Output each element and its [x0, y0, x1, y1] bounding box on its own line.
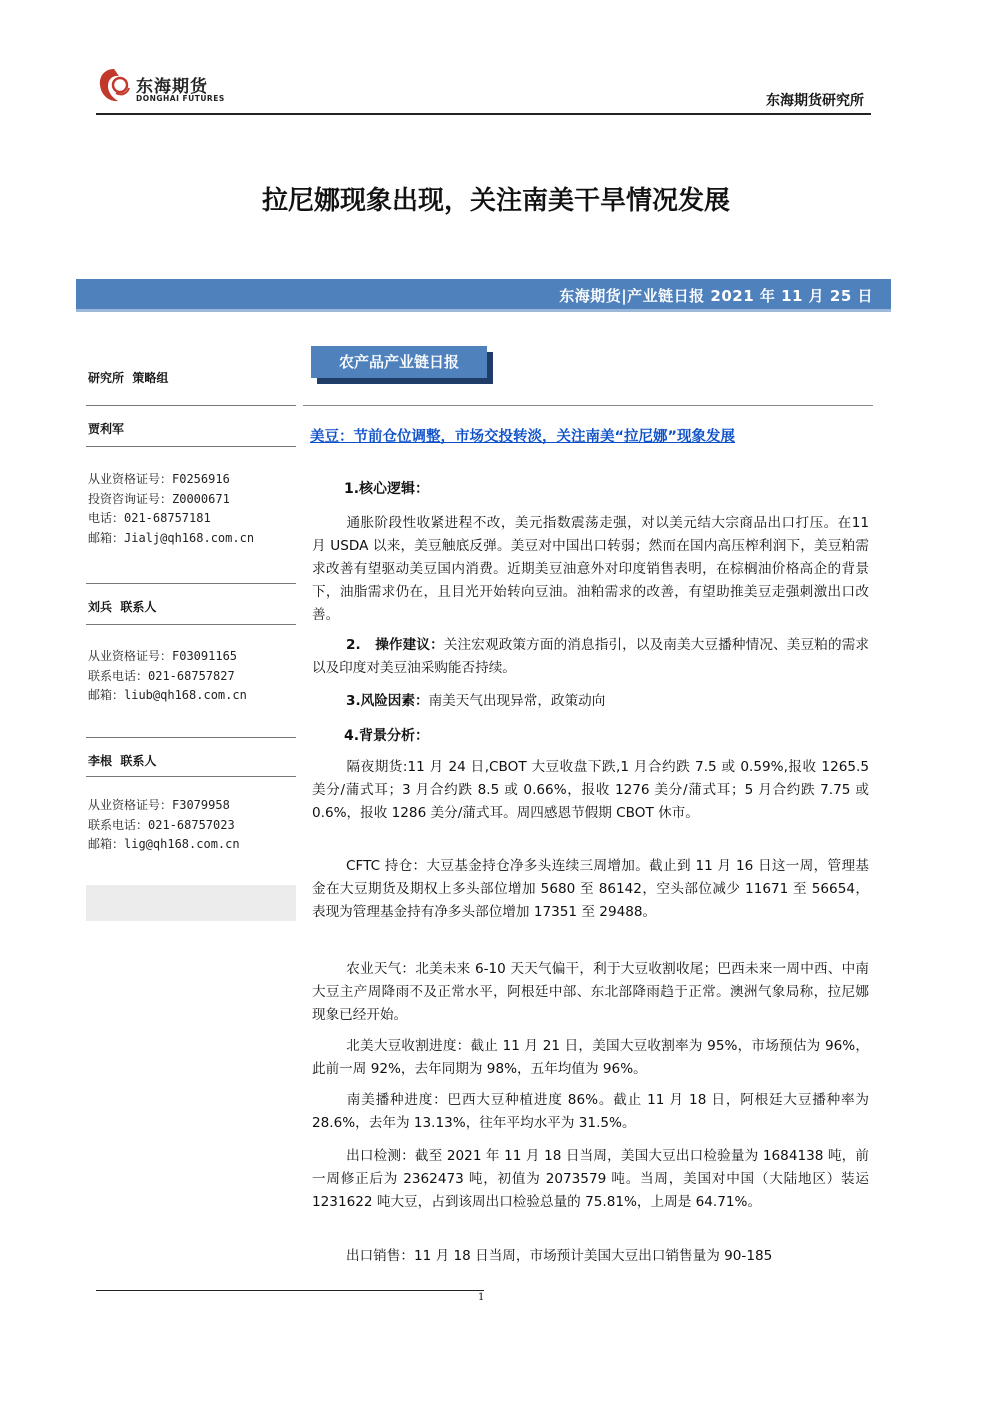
- background-paragraph: 北美大豆收割进度：截止 11 月 21 日，美国大豆收割率为 95%，市场预估为 96%，此前一周 92%，去年同期为 98%，五年均值为 96%。: [312, 1038, 869, 1077]
- operation-advice-paragraph: 2. 操作建议：关注宏观政策方面的消息指引，以及南美大豆播种情况、美豆粕的需求以及印度对美豆油采购能否持续。: [312, 637, 870, 676]
- report-title: 拉尼娜现象出现，关注南美干旱情况发展: [261, 186, 730, 216]
- analyst-qualification: 从业资格证号：F03091165: [88, 649, 238, 663]
- analyst-email[interactable]: 邮箱：Jialj@qh168.com.cn: [88, 530, 255, 545]
- background-paragraph: CFTC 持仓：大豆基金持仓净多头连续三周增加。截止到 11 月 16 日这一周，管理基金在大豆期货及期权上多头部位增加 5680 至 86142，空头部位减少 11671 至 56654，表现为管理基金持有净多头部位增加 17351 至 29488。: [312, 858, 869, 920]
- background-paragraph: 南美播种进度：巴西大豆种植进度 86%。截止 11 月 18 日，阿根廷大豆播种率为 28.6%，去年为 13.13%，往年平均水平为 31.5%。: [312, 1092, 869, 1131]
- band-underline: [76, 309, 891, 312]
- header-institute-label: 东海期货研究所: [766, 93, 864, 109]
- heading-core-logic: 1.核心逻辑：: [344, 481, 430, 497]
- operation-advice-label: 2. 操作建议：: [346, 637, 444, 653]
- sidebar-divider: [86, 446, 296, 447]
- risk-label: 3.风险因素：: [346, 693, 429, 709]
- analyst-email[interactable]: 邮箱：lig@qh168.com.cn: [88, 837, 240, 851]
- background-paragraph: 出口销售：11 月 18 日当周，市场预计美国大豆出口销售量为 90-185: [346, 1248, 773, 1264]
- section-tag: 农产品产业链日报: [311, 346, 487, 378]
- risk-paragraph: 3.风险因素：南美天气出现异常，政策动向: [346, 693, 606, 709]
- sidebar-divider: [86, 776, 296, 777]
- background-paragraph: 农业天气：北美未来 6-10 天天气偏干，利于大豆收割收尾；巴西未来一周中西、中南大豆主产周降雨不及正常水平，阿根廷中部、东北部降雨趋于正常。澳洲气象局称，拉尼娜现象已经开始。: [312, 961, 869, 1023]
- analyst-name: 刘兵 联系人: [88, 600, 157, 614]
- report-date-band: [76, 279, 891, 309]
- dragon-logo-icon: [96, 66, 132, 106]
- logo-english-name: DONGHAI FUTURES: [136, 94, 225, 103]
- article-subtitle-link[interactable]: 美豆：节前仓位调整，市场交投转淡，关注南美“拉尼娜”现象发展: [310, 429, 736, 445]
- analyst-consult-cert: 投资咨询证号：Z0000671: [88, 491, 230, 506]
- team-label: 研究所 策略组: [88, 371, 169, 385]
- analyst-email[interactable]: 邮箱：liub@qh168.com.cn: [88, 688, 247, 702]
- sidebar-divider: [86, 737, 296, 738]
- core-logic-paragraph: 通胀阶段性收紧进程不改，美元指数震荡走强，对以美元结大宗商品出口打压。在11 月 USDA 以来，美豆触底反弹。美豆对中国出口转弱；然而在国内高压榨利润下，美豆粕需求改善有望驱动美豆国内消费。近期美豆油意外对印度销售表明，在棕榈油价格高企的背景下，油脂需求仍在，且目光开始转向豆油。油粕需求的改善，有望助推美豆走强刺激出口改善。: [312, 515, 869, 623]
- header-divider: [96, 113, 871, 115]
- analyst-contact: [88, 470, 254, 548]
- sidebar-footer-block: [86, 885, 296, 921]
- analyst-name: 贾利军: [88, 422, 125, 436]
- analyst-phone: 联系电话：021-68757023: [88, 817, 235, 832]
- analyst-contact: [88, 796, 240, 855]
- page-number: 1: [478, 1292, 485, 1303]
- analyst-phone: 电话：021-68757181: [88, 511, 211, 525]
- footer-divider: [96, 1290, 484, 1291]
- heading-background: 4.背景分析：: [344, 728, 430, 744]
- background-paragraph: 出口检测：截至 2021 年 11 月 18 日当周，美国大豆出口检验量为 1684138 吨，前一周修正后为 2362473 吨，初值为 2073579 吨。当周，美国对中国（大陆地区）装运 1231622 吨大豆，占到该周出口检验总量的 75.81%，上周是 64.71%。: [312, 1148, 869, 1210]
- analyst-name: 李根 联系人: [88, 754, 157, 768]
- logo-chinese-name: 东海期货: [136, 77, 208, 97]
- report-date-label: 东海期货|产业链日报 2021 年 11 月 25 日: [559, 287, 873, 305]
- analyst-qualification: 从业资格证号：F0256916: [88, 472, 230, 486]
- analyst-qualification: 从业资格证号：F3079958: [88, 798, 230, 812]
- donghai-logo: [96, 66, 236, 110]
- sidebar-divider: [86, 405, 296, 406]
- background-paragraph: 隔夜期货:11 月 24 日,CBOT 大豆收盘下跌,1 月合约跌 7.5 或 0.59%,报收 1265.5 美分/蒲式耳；3 月合约跌 8.5 或 0.66%，报收 1276 美分/蒲式耳；5 月合约跌 7.75 或 0.6%，报收 1286 美分/蒲式耳。周四感恩节假期 CBOT 休市。: [312, 759, 869, 821]
- sidebar-divider: [86, 624, 296, 625]
- sidebar-divider: [86, 583, 296, 584]
- analyst-contact: [88, 647, 247, 706]
- main-divider: [303, 405, 873, 406]
- analyst-phone: 联系电话：021-68757827: [88, 668, 235, 683]
